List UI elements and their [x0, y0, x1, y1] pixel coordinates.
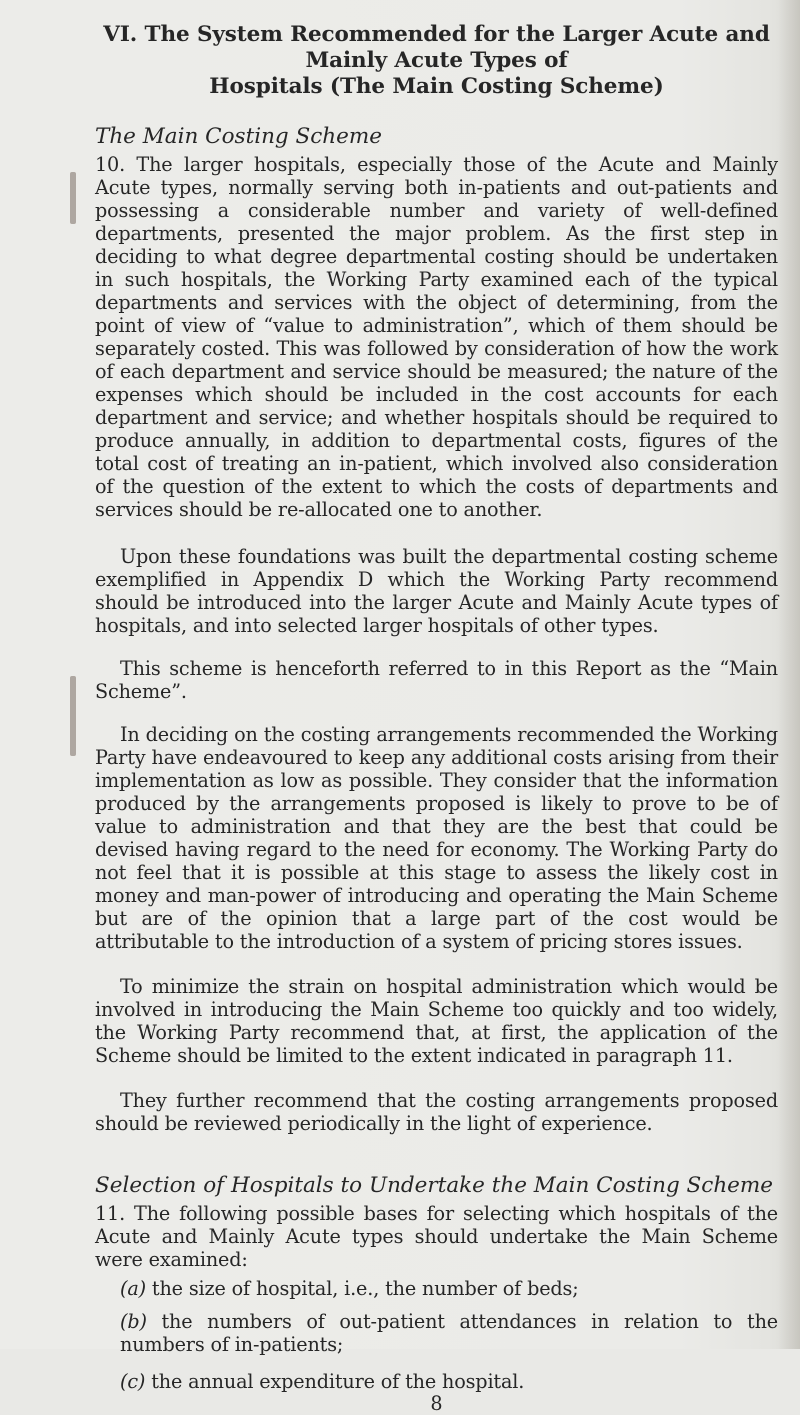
list-item-b: [120, 1310, 778, 1356]
list-marker-b: (b): [120, 1310, 147, 1333]
margin-stain-top: [70, 172, 76, 224]
section-heading-line-2: Hospitals (The Main Costing Scheme): [209, 74, 664, 99]
list-text-c: the annual expenditure of the hospital.: [145, 1370, 525, 1393]
subheading-main-costing-scheme: The Main Costing Scheme: [95, 124, 382, 149]
page-edge-shadow: [778, 0, 800, 1349]
paragraph-foundations: Upon these foundations was built the departmental costing scheme exemplified in Appendix D which the Working Party recommend should be introduced into the larger Acute and Mainly Acute types of hospitals, and into selected larger hospitals of other types.: [95, 545, 778, 637]
subheading-selection-of-hospitals: Selection of Hospitals to Undertake the Main Costing Scheme: [95, 1173, 774, 1198]
paragraph-minimize-strain: To minimize the strain on hospital administration which would be involved in introducing the Main Scheme too quickly and too widely, the Working Party recommend that, at first, the application of the Scheme should be limited to the extent indicated in paragraph 11.: [95, 975, 778, 1067]
list-item-c: [120, 1370, 778, 1393]
list-marker-a: (a): [120, 1277, 146, 1300]
section-heading-line-1: VI. The System Recommended for the Larger Acute and Mainly Acute Types of: [103, 22, 770, 73]
margin-stain-middle: [70, 676, 76, 756]
page-number: 8: [430, 1392, 443, 1415]
list-text-b: the numbers of out-patient attendances in relation to the numbers of in-patients;: [120, 1310, 778, 1356]
list-item-a: [120, 1277, 778, 1300]
paragraph-11: 11. The following possible bases for selecting which hospitals of the Acute and Mainly Acute types should undertake the Main Scheme were examined:: [95, 1202, 778, 1271]
list-marker-c: (c): [120, 1370, 146, 1393]
paragraph-10: 10. The larger hospitals, especially those of the Acute and Mainly Acute types, normally serving both in-patients and out-patients and possessing a considerable number and variety of well-defined departments, presented the major problem. As the first step in deciding to what degree departmental costing should be undertaken in such hospitals, the Working Party examined each of the typical departments and services with the object of determining, from the point of view of “value to administration”, which of them should be separately costed. This was followed by consideration of how the work of each department and service should be measured; the nature of the expenses which should be included in the cost accounts for each department and service; and whether hospitals should be required to produce annually, in addition to departmental costs, figures of the total cost of treating an in-patient, which involved also consideration of the question of the extent to which the costs of departments and services should be re-allocated one to another.: [95, 153, 778, 521]
paragraph-main-scheme-reference: This scheme is henceforth referred to in this Report as the “Main Scheme”.: [95, 657, 778, 703]
paragraph-periodic-review: They further recommend that the costing arrangements proposed should be reviewed periodically in the light of experience.: [95, 1089, 778, 1135]
document-body: [95, 22, 778, 1415]
section-heading: [95, 22, 778, 100]
paragraph-costing-arrangements: In deciding on the costing arrangements recommended the Working Party have endeavoured to keep any additional costs arising from their implementation as low as possible. They consider that the information produced by the arrangements proposed is likely to prove to be of value to administration and that they are the best that could be devised having regard to the need for economy. The Working Party do not feel that it is possible at this stage to assess the likely cost in money and man-power of introducing and operating the Main Scheme but are of the opinion that a large part of the cost would be attributable to the introduction of a system of pricing stores issues.: [95, 723, 778, 953]
list-text-a: the size of hospital, i.e., the number of beds;: [145, 1277, 579, 1300]
